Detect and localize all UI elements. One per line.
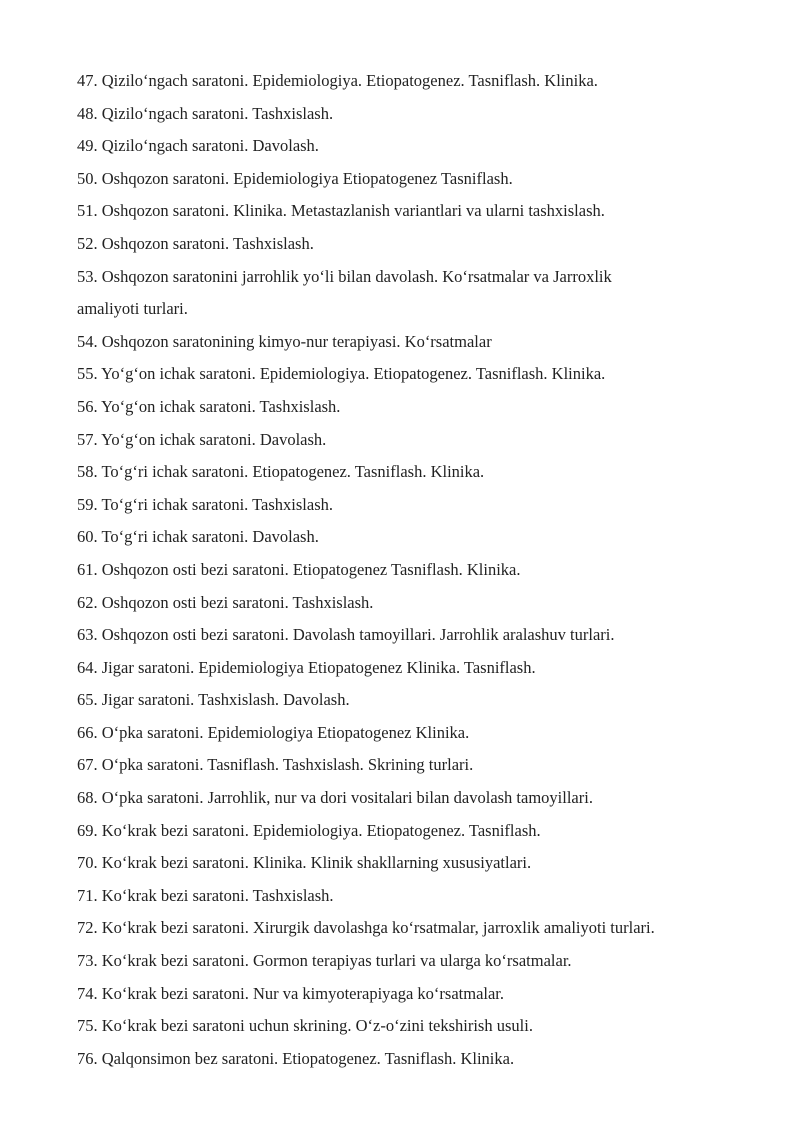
list-item: 67. O‘pka saratoni. Tasniflash. Tashxislash. Skrining turlari. bbox=[77, 755, 474, 775]
list-item: 60. To‘g‘ri ichak saratoni. Davolash. bbox=[77, 527, 319, 547]
list-item: 51. Oshqozon saratoni. Klinika. Metastazlanish variantlari va ularni tashxislash. bbox=[77, 201, 605, 221]
list-item: 75. Ko‘krak bezi saratoni uchun skrining. O‘z-o‘zini tekshirish usuli. bbox=[77, 1016, 533, 1036]
list-item: 59. To‘g‘ri ichak saratoni. Tashxislash. bbox=[77, 494, 333, 514]
list-item: 72. Ko‘krak bezi saratoni. Xirurgik davolashga ko‘rsatmalar, jarroxlik amaliyoti turlari. bbox=[77, 918, 655, 938]
list-item: 57. Yo‘g‘on ichak saratoni. Davolash. bbox=[77, 429, 327, 449]
list-item: 66. O‘pka saratoni. Epidemiologiya Etiopatogenez Klinika. bbox=[77, 722, 470, 742]
list-item: 58. To‘g‘ri ichak saratoni. Etiopatogenez. Tasniflash. Klinika. bbox=[77, 462, 485, 482]
list-item: 52. Oshqozon saratoni. Tashxislash. bbox=[77, 233, 314, 253]
list-item: 53. Oshqozon saratonini jarrohlik yo‘li bilan davolash. Ko‘rsatmalar va Jarroxlik bbox=[77, 266, 612, 286]
question-list bbox=[77, 65, 777, 1075]
list-item-continuation: amaliyoti turlari. bbox=[77, 299, 188, 319]
list-item: 76. Qalqonsimon bez saratoni. Etiopatogenez. Tasniflash. Klinika. bbox=[77, 1048, 515, 1068]
list-item: 47. Qizilo‘ngach saratoni. Epidemiologiya. Etiopatogenez. Tasniflash. Klinika. bbox=[77, 71, 598, 90]
list-item: 71. Ko‘krak bezi saratoni. Tashxislash. bbox=[77, 885, 334, 905]
list-item: 65. Jigar saratoni. Tashxislash. Davolash. bbox=[77, 690, 350, 710]
list-item: 68. O‘pka saratoni. Jarrohlik, nur va dori vositalari bilan davolash tamoyillari. bbox=[77, 788, 593, 808]
list-item: 70. Ko‘krak bezi saratoni. Klinika. Klinik shakllarning xususiyatlari. bbox=[77, 853, 532, 873]
list-item: 54. Oshqozon saratonining kimyo-nur terapiyasi. Ko‘rsatmalar bbox=[77, 331, 492, 351]
list-item: 64. Jigar saratoni. Epidemiologiya Etiopatogenez Klinika. Tasniflash. bbox=[77, 657, 536, 677]
list-item: 62. Oshqozon osti bezi saratoni. Tashxislash. bbox=[77, 592, 374, 612]
list-item: 56. Yo‘g‘on ichak saratoni. Tashxislash. bbox=[77, 396, 341, 416]
list-item: 48. Qizilo‘ngach saratoni. Tashxislash. bbox=[77, 103, 334, 123]
list-item: 63. Oshqozon osti bezi saratoni. Davolash tamoyillari. Jarrohlik aralashuv turlari. bbox=[77, 625, 615, 645]
list-item: 50. Oshqozon saratoni. Epidemiologiya Etiopatogenez Tasniflash. bbox=[77, 168, 513, 188]
list-item: 74. Ko‘krak bezi saratoni. Nur va kimyoterapiyaga ko‘rsatmalar. bbox=[77, 983, 505, 1003]
list-item: 55. Yo‘g‘on ichak saratoni. Epidemiologiya. Etiopatogenez. Tasniflash. Klinika. bbox=[77, 364, 606, 384]
list-item: 73. Ko‘krak bezi saratoni. Gormon terapiyas turlari va ularga ko‘rsatmalar. bbox=[77, 951, 572, 971]
list-item: 61. Oshqozon osti bezi saratoni. Etiopatogenez Tasniflash. Klinika. bbox=[77, 559, 521, 579]
list-item: 49. Qizilo‘ngach saratoni. Davolash. bbox=[77, 136, 319, 156]
list-item: 69. Ko‘krak bezi saratoni. Epidemiologiya. Etiopatogenez. Tasniflash. bbox=[77, 820, 541, 840]
